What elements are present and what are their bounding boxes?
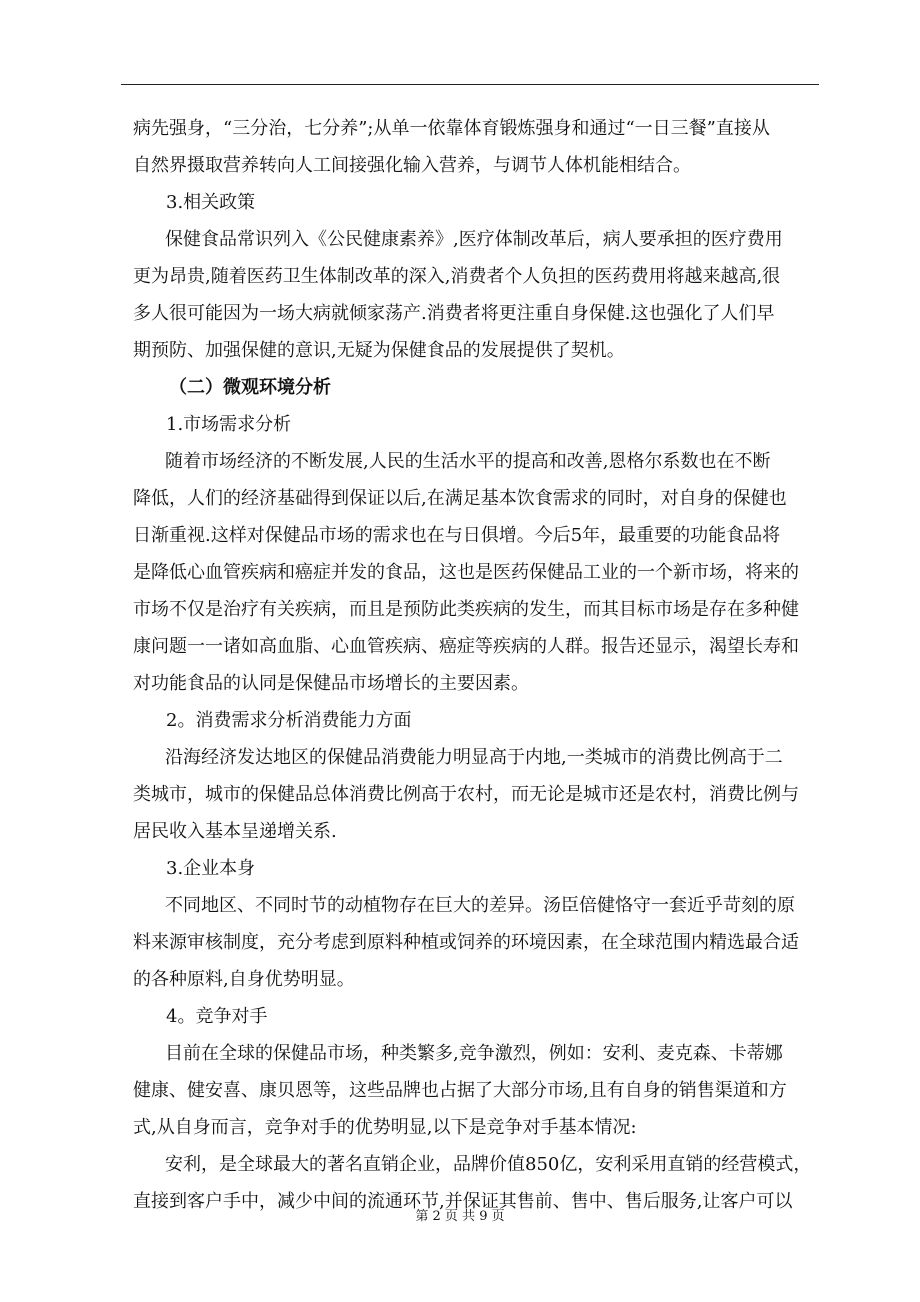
subsection-heading: 1.市场需求分析 <box>166 414 292 435</box>
text-line: 直接到客户手中，减少中间的流通环节,并保证其售前、售中、售后服务,让客户可以 <box>133 1191 793 1212</box>
text-line: 期预防、加强保健的意识,无疑为保健食品的发展提供了契机。 <box>133 340 625 361</box>
text-line: 更为昂贵,随着医药卫生体制改革的深入,消费者个人负担的医药费用将越来越高,很 <box>133 266 781 287</box>
text-line: 随着市场经济的不断发展,人民的生活水平的提高和改善,恩格尔系数也在不断 <box>165 451 771 472</box>
text-line: 料来源审核制度，充分考虑到原料种植或饲养的环境因素，在全球范围内精选最合适 <box>133 932 799 953</box>
text-line: 病先强身，“三分治，七分养”;从单一依靠体育锻炼强身和通过“一日三餐”直接从 <box>133 118 770 139</box>
text-line: 安利，是全球最大的著名直销企业，品牌价值850亿，安利采用直销的经营模式， <box>165 1154 812 1175</box>
text-line: 对功能食品的认同是保健品市场增长的主要因素。 <box>133 673 529 694</box>
text-line: 降低，人们的经济基础得到保证以后,在满足基本饮食需求的同时，对自身的保健也 <box>133 488 787 509</box>
subsection-heading: 2。消费需求分析消费能力方面 <box>166 710 412 731</box>
section-heading: （二）微观环境分析 <box>169 377 331 398</box>
subsection-heading: 4。竞争对手 <box>166 1006 268 1027</box>
header-rule <box>121 84 819 85</box>
text-line: 类城市，城市的保健品总体消费比例高于农村，而无论是城市还是农村，消费比例与 <box>133 784 799 805</box>
text-line: 式,从自身而言，竞争对手的优势明显,以下是竞争对手基本情况: <box>133 1117 637 1138</box>
text-line: 健康、健安喜、康贝恩等，这些品牌也占据了大部分市场,且有自身的销售渠道和方 <box>133 1080 787 1101</box>
text-line: 目前在全球的保健品市场，种类繁多,竞争激烈，例如：安利、麦克森、卡蒂娜 <box>165 1043 783 1064</box>
text-line: 的各种原料,自身优势明显。 <box>133 969 355 990</box>
text-line: 多人很可能因为一场大病就倾家荡产.消费者将更注重自身保健.这也强化了人们早 <box>133 303 775 324</box>
text-line: 日渐重视.这样对保健品市场的需求也在与日俱增。今后5年，最重要的功能食品将 <box>133 525 781 546</box>
text-line: 居民收入基本呈递增关系. <box>133 821 337 842</box>
document-body <box>133 110 819 1220</box>
text-line: 自然界摄取营养转向人工间接强化输入营养，与调节人体机能相结合。 <box>133 155 691 176</box>
text-line: 市场不仅是治疗有关疾病，而且是预防此类疾病的发生，而其目标市场是存在多种健 <box>133 599 799 620</box>
text-line: 是降低心血管疾病和癌症并发的食品，这也是医药保健品工业的一个新市场，将来的 <box>133 562 799 583</box>
text-line: 康问题一一诸如高血脂、心血管疾病、癌症等疾病的人群。报告还显示，渴望长寿和 <box>133 636 799 657</box>
subsection-heading: 3.相关政策 <box>166 192 256 213</box>
page-footer: 第 2 页 共 9 页 <box>415 1209 505 1224</box>
text-line: 沿海经济发达地区的保健品消费能力明显高于内地,一类城市的消费比例高于二 <box>165 747 783 768</box>
text-line: 保健食品常识列入《公民健康素养》,医疗体制改革后，病人要承担的医疗费用 <box>165 229 783 250</box>
text-line: 不同地区、不同时节的动植物存在巨大的差异。汤臣倍健恪守一套近乎苛刻的原 <box>165 895 795 916</box>
subsection-heading: 3.企业本身 <box>166 858 256 879</box>
